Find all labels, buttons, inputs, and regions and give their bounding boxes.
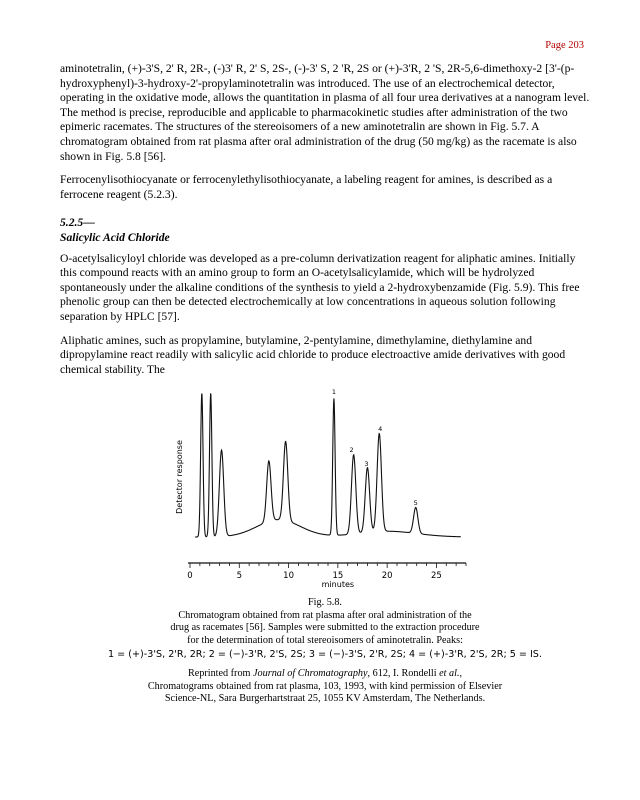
- section-heading: [60, 216, 590, 245]
- x-tick-label: 20: [381, 571, 393, 581]
- figure-caption: [60, 597, 590, 706]
- caption-line: for the determination of total stereoisomers of aminotetralin. Peaks:: [187, 634, 463, 646]
- section-title: Salicylic Acid Chloride: [60, 230, 170, 244]
- credit-line: Chromatograms obtained from rat plasma, 103, 1993, with kind permission of Elsevier: [147, 680, 503, 692]
- figure-label: Fig. 5.8.: [308, 597, 342, 608]
- paragraph-3: O-acetylsalicyloyl chloride was developed as a pre-column derivatization reagent for aliphatic amines. Initially this compound reacts with an amino group to form an O-acetylsalicylamide, which will be hydrolyzed spontaneously under the alkaline conditions of the synthesis to yield a 2-hydroxybenzamide (Fig. 5.9). This free phenolic group can then be detected electrochemically at low concentrations in aqueous solution following separation by HPLC [57].: [60, 251, 580, 323]
- paragraph-2: Ferrocenylisothiocyanate or ferrocenylethylisothiocyanate, a labeling reagent for amines, is described as a ferrocene reagent (5.2.3).: [60, 173, 553, 201]
- peak-label: 5: [413, 499, 418, 508]
- chromatogram-trace: [195, 393, 461, 537]
- x-tick-label: 10: [283, 571, 294, 581]
- peak-label: 4: [378, 425, 383, 434]
- section-number: 5.2.5—: [60, 216, 95, 230]
- caption-line: Chromatogram obtained from rat plasma after oral administration of the: [178, 609, 472, 621]
- x-tick-label: 25: [431, 571, 442, 581]
- peaks-legend: 1 = (+)-3'S, 2'R, 2R; 2 = (−)-3'R, 2'S, 2S; 3 = (−)-3'S, 2'R, 2S; 4 = (+)-3'R, 2'S, 2R; 5 = IS.: [108, 649, 542, 661]
- page-number: Page 203: [545, 40, 584, 51]
- paragraph-4: Aliphatic amines, such as propylamine, butylamine, 2-pentylamine, dimethylamine, diethylamine and dipropylamine react readily with salicylic acid chloride to produce electroactive amide derivatives with good chemical stability. The: [60, 333, 566, 376]
- body-text: [60, 62, 590, 386]
- x-tick-label: 0: [187, 571, 193, 581]
- x-axis-label: minutes: [321, 580, 355, 589]
- peak-label: 2: [349, 445, 354, 454]
- x-tick-label: 15: [332, 571, 344, 581]
- caption-line: drug as racemates [56]. Samples were submitted to the extraction procedure: [170, 622, 480, 634]
- credit-line: Reprinted from Journal of Chromatography, 612, I. Rondelli et al.,: [187, 667, 463, 679]
- chromatogram-chart: [170, 385, 470, 590]
- chromatogram-figure: [170, 385, 470, 590]
- peak-label: 3: [364, 460, 369, 469]
- x-tick-label: 5: [236, 571, 242, 581]
- credit-line: Science-NL, Sara Burgerhartstraat 25, 1055 KV Amsterdam, The Netherlands.: [164, 693, 486, 705]
- y-axis-label: Detector response: [175, 440, 184, 514]
- paragraph-1: aminotetralin, (+)-3'S, 2' R, 2R-, (-)3' R, 2' S, 2S-, (-)-3' S, 2 'R, 2S or (+)-3'R, 2 'S, 2R-5,6-dimethoxy-2 [3'-(p-hydroxyphenyl)-3-hydroxy-2'-propylaminotetralin was introduced. The use of an electrochemical detector, operating in the oxidative mode, allows the quantitation in plasma of all four urea derivatives at a nanogram level. The method is precise, reproducible and applicable to pharmacokinetic studies after administration of the two epimeric racemates. The structures of the stereoisomers of a new aminotetralin are shown in Fig. 5.7. A chromatogram obtained from rat plasma after oral administration of the drug (50 mg/kg) as the racemate is also shown in Fig. 5.8 [56].: [60, 62, 590, 163]
- peak-label: 1: [331, 388, 336, 397]
